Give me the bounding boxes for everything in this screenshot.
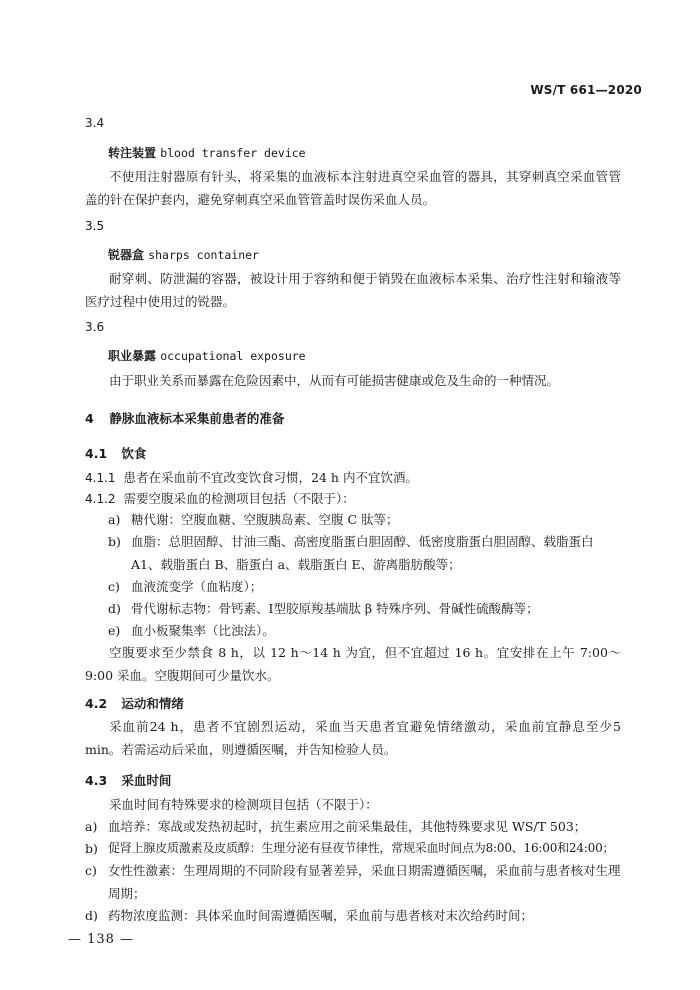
section-heading-4-2 [85,694,184,712]
list-marker: c) [85,863,97,878]
clause-number-3-4: 3.4 [85,116,105,130]
list-text: 女性性激素：生理周期的不同阶段有显著差异，采血日期需遵循医嘱，采血前与患者核对生理周期； [108,863,621,901]
list-marker: b) [108,534,121,549]
list-marker: d) [85,908,98,923]
list-text: 骨代谢标志物：骨钙素、Ⅰ型胶原羧基端肽 β 特殊序列、骨碱性硫酸酶等； [131,601,539,616]
paragraph-4-2: 采血前24 h，患者不宜剧烈运动，采血当天患者宜避免情绪激动，采血前宜静息至少5 min。若需运动后采血，则遵循医嘱，并告知检验人员。 [85,719,621,757]
term-en: occupational exposure [160,349,306,363]
clause-number-3-6: 3.6 [85,320,105,334]
term-blood-transfer-device [108,144,306,161]
heading-title: 饮食 [121,446,147,461]
heading-number: 4.1 [85,446,108,461]
list-item [108,619,621,642]
term-zh: 职业暴露 [108,349,157,363]
clause-text: 患者在采血前不宜改变饮食习惯，24 h 内不宜饮酒。 [123,470,418,485]
list-item [108,508,621,531]
list-text: 药物浓度监测：具体采血时间需遵循医嘱，采血前与患者核对末次给药时间； [108,908,534,923]
list-marker: e) [108,623,121,638]
paragraph-4-3-intro: 采血时间有特殊要求的检测项目包括（不限于）： [109,797,378,812]
page-number: — 138 — [68,932,135,947]
heading-title: 运动和情绪 [121,696,184,711]
list-text: 促肾上腺皮质激素及皮质醇：生理分泌有昼夜节律性，常规采血时间点为8:00、16:00和24:00； [108,841,615,855]
clause-number: 4.1.1 [85,471,116,485]
list-item [85,815,621,838]
list-text: 血脂：总胆固醇、甘油三酯、高密度脂蛋白胆固醇、低密度脂蛋白胆固醇、载脂蛋白 A1、载脂蛋白 B、脂蛋白 a、载脂蛋白 E、游离脂肪酸等； [131,534,594,572]
term-occupational-exposure [108,347,306,364]
heading-title: 静脉血液标本采集前患者的准备 [109,411,285,426]
term-sharps-container [108,246,259,263]
list-text: 血小板聚集率（比浊法）。 [131,623,275,638]
heading-number: 4.2 [85,696,108,711]
list-marker: a) [108,512,121,527]
definition-3-4: 不使用注射器原有针头，将采集的血液标本注射进真空采血管的器具，其穿刺真空采血管管盖的针在保护套内，避免穿刺真空采血管管盖时误伤采血人员。 [85,169,621,207]
list-marker: b) [85,841,98,856]
list-item [85,904,621,927]
definition-3-5: 耐穿刺、防泄漏的容器，被设计用于容纳和便于销毁在血液标本采集、治疗性注射和输液等医疗过程中使用过的锐器。 [85,271,621,309]
list-item [85,837,621,860]
section-heading-4-3 [85,771,171,789]
term-zh: 锐器盒 [108,248,145,262]
section-heading-4 [85,409,284,427]
list-text: 糖代谢：空腹血糖、空腹胰岛素、空腹 C 肽等； [131,512,399,527]
list-marker: c) [108,579,120,594]
standard-code: WS/T 661—2020 [530,83,642,97]
heading-number: 4.3 [85,773,108,788]
list-text: 血培养：寒战或发热初起时，抗生素应用之前采集最佳，其他特殊要求见 WS/T 503； [108,819,587,834]
list-item [108,530,621,576]
list-item [108,597,621,620]
clause-number-3-5: 3.5 [85,219,105,233]
term-zh: 转注装置 [108,146,157,160]
heading-title: 采血时间 [121,773,172,788]
clause-text: 需要空腹采血的检测项目包括（不限于）： [123,491,355,506]
list-marker: d) [108,601,121,616]
list-item [85,859,621,905]
list-marker: a) [85,819,98,834]
heading-number: 4 [85,411,94,426]
clause-number: 4.1.2 [85,492,116,506]
list-item [108,575,621,598]
list-text: 血液流变学（血粘度）； [131,579,263,594]
definition-3-6: 由于职业关系而暴露在危险因素中，从而有可能损害健康或危及生命的一种情况。 [109,373,560,388]
section-heading-4-1 [85,444,146,462]
fasting-note: 空腹要求至少禁食 8 h，以 12 h～14 h 为宜，但不宜超过 16 h。宜安排在上午 7:00～9:00 采血。空腹期间可少量饮水。 [85,645,621,683]
term-en: sharps container [148,248,259,262]
term-en: blood transfer device [160,146,306,160]
